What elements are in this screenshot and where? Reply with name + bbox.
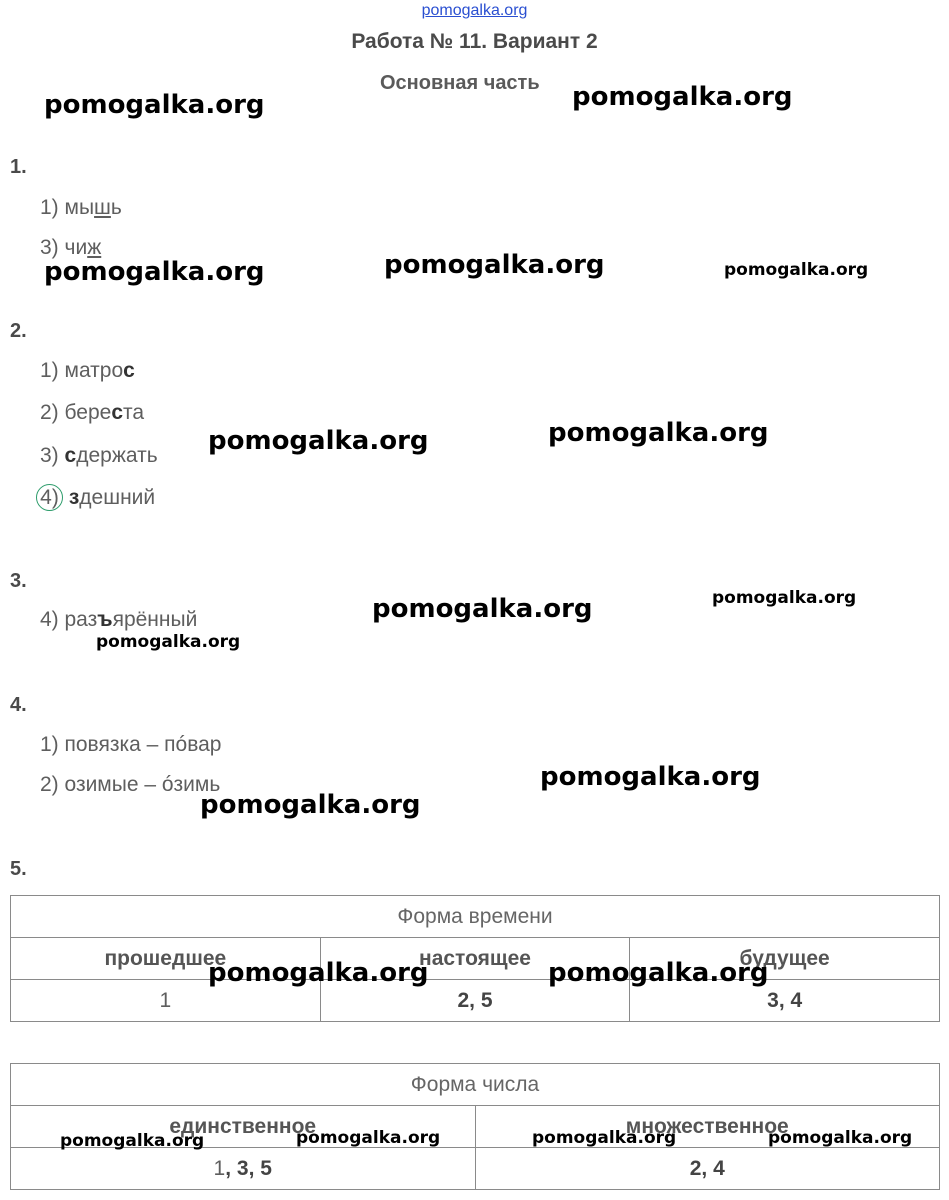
q2-answer-2 [40,401,144,425]
number-table-header: Форма числа [11,1064,940,1106]
q2-a2-bold: с [111,401,124,424]
watermark: pomogalka.org [60,1131,205,1151]
number-val-singular [11,1148,476,1190]
q1-a1-prefix: 1) мы [40,196,95,219]
question-3-number: 3. [10,570,27,592]
watermark: pomogalka.org [208,426,429,456]
tense-col-past: прошедшее [11,938,321,980]
tense-val-past: 1 [11,980,321,1022]
q2-answer-4 [40,484,155,511]
q2-a2-suffix: та [123,401,145,424]
watermark: pomogalka.org [548,958,769,988]
question-5-number: 5. [10,858,27,880]
q2-a4-suffix: дешний [79,486,156,509]
watermark: pomogalka.org [768,1128,913,1148]
q2-a3-prefix: 3) [40,444,65,467]
selected-answer-circle: 4) [36,484,63,511]
q2-answer-3 [40,444,158,468]
tense-col-future: будущее [630,938,940,980]
q3-a4-bold: ъ [97,608,113,631]
q2-a3-suffix: держать [76,444,158,467]
page-subtitle: Основная часть [380,72,540,94]
q1-answer-1 [40,196,122,220]
tense-table-header: Форма времени [11,896,940,938]
q1-a1-underlined: ш [94,196,111,219]
q2-a2-prefix: 2) бере [40,401,112,424]
q4-answer-1: 1) повязка – пóвар [40,733,222,756]
q4-answer-2: 2) озимые – óзимь [40,773,221,796]
singular-val-first: 1 [213,1156,226,1180]
question-2-number: 2. [10,320,27,342]
watermark: pomogalka.org [200,790,421,820]
tense-val-present: 2, 5 [320,980,630,1022]
singular-val-rest: , 3, 5 [225,1156,272,1180]
site-link[interactable]: pomogalka.org [421,2,528,19]
number-col-singular: единственное [11,1106,476,1148]
tense-col-present: настоящее [320,938,630,980]
watermark: pomogalka.org [372,594,593,624]
q3-a4-suffix: ярённый [112,608,198,631]
watermark: pomogalka.org [532,1128,677,1148]
watermark: pomogalka.org [44,257,265,287]
watermark: pomogalka.org [548,418,769,448]
q2-answer-1 [40,359,135,383]
number-col-plural: множественное [475,1106,940,1148]
q2-a1-bold: с [123,359,135,382]
tense-val-future: 3, 4 [630,980,940,1022]
watermark: pomogalka.org [712,588,857,608]
number-table [10,1063,940,1190]
q1-a3-underlined: ж [87,236,102,259]
q1-a3-prefix: 3) чи [40,236,88,259]
watermark: pomogalka.org [296,1128,441,1148]
question-1-number: 1. [10,156,27,178]
tense-table [10,895,940,1022]
page-title: Работа № 11. Вариант 2 [351,30,598,53]
watermark: pomogalka.org [44,90,265,120]
q2-a3-bold: с [64,444,77,467]
question-4-number: 4. [10,694,27,716]
watermark: pomogalka.org [724,260,869,280]
q2-a1-prefix: 1) матро [40,359,124,382]
q2-a4-bold: з [68,486,80,509]
watermark: pomogalka.org [572,82,793,112]
watermark: pomogalka.org [208,958,429,988]
watermark: pomogalka.org [540,762,761,792]
q1-a1-suffix: ь [110,196,122,219]
q3-a4-prefix: 4) раз [40,608,98,631]
number-val-plural: 2, 4 [475,1148,940,1190]
watermark: pomogalka.org [384,250,605,280]
q3-answer-4 [40,608,197,632]
watermark: pomogalka.org [96,632,241,652]
